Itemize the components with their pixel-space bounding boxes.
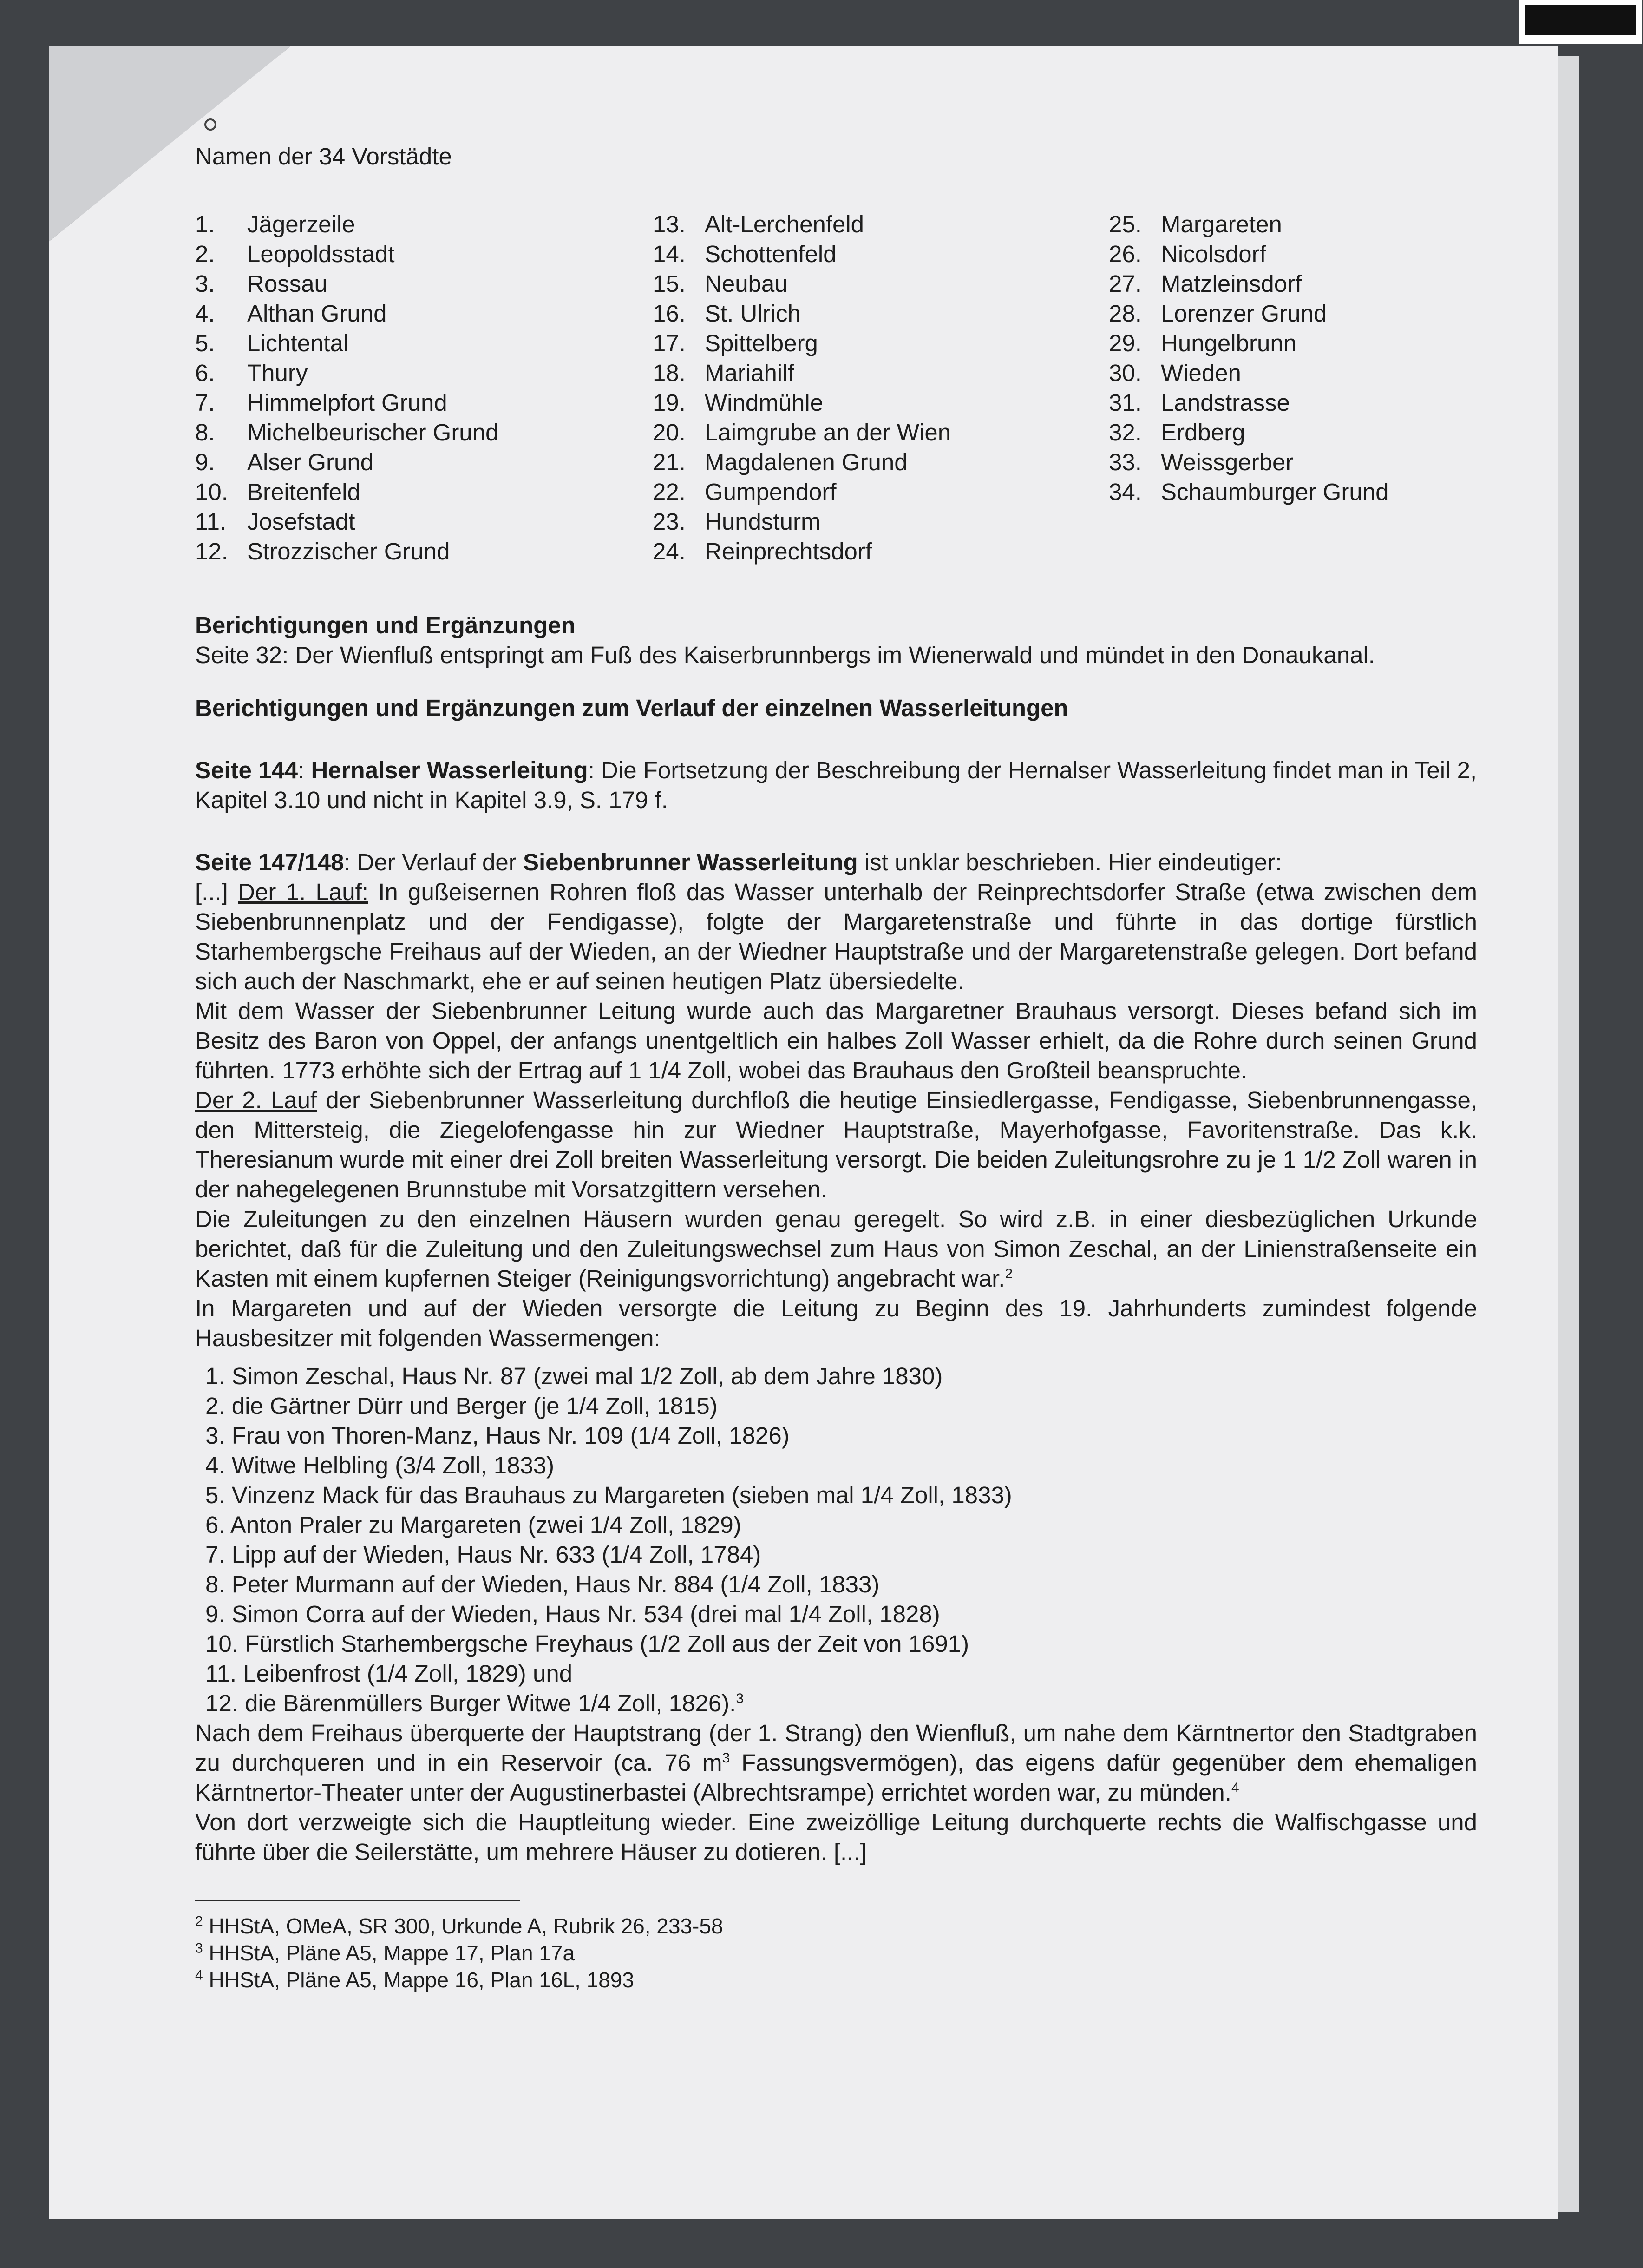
list-item: 3. Rossau [195, 270, 327, 297]
list-item: 34. Schaumburger Grund [1109, 479, 1389, 505]
footnote-ref-3: 3 [736, 1691, 744, 1706]
zuleitungen-paragraph: Die Zuleitungen zu den einzelnen Häusern wurden genau geregelt. So wird z.B. in einer diesbezüglichen Urkunde berichtet, daß für die Zuleitung und den Zuleitungswechsel zum Haus von Simon Zeschal, an der Linienstraßenseite ein Kasten mit einem kupfernen Steiger (Reinigungsvorrichtung) angebracht war.$^2$ [195, 1206, 1477, 1292]
list-item: 29. Hungelbrunn [1109, 330, 1297, 356]
brauhaus-paragraph: Mit dem Wasser der Siebenbrunner Leitung wurde auch das Margaretner Brauhaus versorgt. Dieses befand sich im Besitz des Baron von Oppel, der anfangs unentgeltlich ein halbes Zoll Wasser erhielt, da die Rohre durch seinen Grund führten. 1773 erhöhte sich der Ertrag auf 1 1/4 Zoll, wobei das Brauhaus den Großteil beanspruchte. [195, 998, 1477, 1084]
list-item: 21. Magdalenen Grund [653, 449, 908, 475]
list-item: 31. Landstrasse [1109, 389, 1290, 416]
list-item: 9. Simon Corra auf der Wieden, Haus Nr. 534 (drei mal 1/4 Zoll, 1828) [205, 1601, 940, 1627]
list-item: 12. Strozzischer Grund [195, 538, 450, 565]
list-item: 2. die Gärtner Dürr und Berger (je 1/4 Zoll, 1815) [205, 1393, 718, 1419]
list-item: 18. Mariahilf [653, 360, 794, 386]
vorstaedte-list [195, 210, 1477, 566]
freihaus-paragraph: Nach dem Freihaus überquerte der Hauptstrang (der 1. Strang) den Wienfluß, um nahe dem Kärntnertor den Stadtgraben zu durchqueren und in ein Reservoir (ca. 76 $m^3$ Fassungsvermögen), das eigens dafür gegenüber dem ehemaligen Kärntnertor-Theater unter der Augustinerbastei (Albrechtsrampe) errichtet worden war, zu münden.$^4$ [195, 1720, 1477, 1806]
list-item: 30. Wieden [1109, 360, 1241, 386]
list-item: 7. Himmelpfort Grund [195, 389, 447, 416]
list-item: 10. Breitenfeld [195, 479, 360, 505]
list-item: 6. Anton Praler zu Margareten (zwei 1/4 Zoll, 1829) [205, 1512, 741, 1538]
list-item: 12. die Bärenmüllers Burger Witwe 1/4 Zoll, 1826).$^3$ [205, 1690, 744, 1716]
vorstaedte-column-3 [1109, 210, 1471, 566]
berichtigungen-text: Seite 32: Der Wienfluß entspringt am Fuß des Kaiserbrunnbergs im Wienerwald und mündet in den Donaukanal. [195, 642, 1375, 668]
verlauf-heading: Berichtigungen und Ergänzungen zum Verlauf der einzelnen Wasserleitungen [195, 695, 1068, 721]
list-item: 2. Leopoldsstadt [195, 241, 395, 267]
footnote-ref-2: 2 [1005, 1266, 1013, 1282]
list-item: 5. Lichtental [195, 330, 349, 356]
list-item: 11. Josefstadt [195, 508, 355, 535]
lauf-2-paragraph: Der 2. Lauf der Siebenbrunner Wasserleitung durchfloß die heutige Einsiedlergasse, Fendigasse, Siebenbrunnengasse, den Mittersteig, die Ziegelofengasse hin zur Wiedner Hauptstraße, Mayerhofgasse, Favoritenstraße. Das k.k. Theresianum wurde mit einer drei Zoll breiten Wasserleitung versorgt. Die beiden Zuleitungsrohre zu je 1 1/2 Zoll waren in der nahegelegenen Brunnstube mit Vorsatzgittern versehen. [195, 1087, 1477, 1203]
list-item: 19. Windmühle [653, 389, 824, 416]
list-item: 28. Lorenzer Grund [1109, 300, 1327, 327]
footnote-4: $^4$ HHStA, Pläne A5, Mappe 16, Plan 16L, 1893 [195, 1967, 634, 1992]
seite-147-paragraph: Seite 147/148: Der Verlauf der Siebenbrunner Wasserleitung ist unklar beschrieben. Hier eindeutiger: [195, 849, 1282, 875]
footnotes [195, 1913, 1477, 1993]
list-item: 14. Schottenfeld [653, 241, 837, 267]
list-item: 23. Hundsturm [653, 508, 821, 535]
list-item: 3. Frau von Thoren-Manz, Haus Nr. 109 (1/4 Zoll, 1826) [205, 1422, 790, 1449]
list-item: 32. Erdberg [1109, 419, 1245, 446]
list-item: 16. St. Ulrich [653, 300, 801, 327]
list-item: 15. Neubau [653, 270, 788, 297]
lauf-1-paragraph: [...] Der 1. Lauf: In gußeisernen Rohren floß das Wasser unterhalb der Reinprechtsdorfer Straße (etwa zwischen dem Siebenbrunnenplatz und der Fendigasse), folgte der Margaretenstraße und führte in das dortige fürstlich Starhembergsche Freihaus auf der Wieden, an der Wiedner Hauptstraße und der Margaretenstraße gelegen. Dort befand sich auch der Naschmarkt, ehe er auf seinen heutigen Platz übersiedelte. [195, 879, 1477, 994]
list-item: 26. Nicolsdorf [1109, 241, 1266, 267]
margareten-paragraph: In Margareten und auf der Wieden versorgte die Leitung zu Beginn des 19. Jahrhunderts zumindest folgende Hausbesitzer mit folgenden Wassermengen: [195, 1295, 1477, 1351]
cubic-exponent: 3 [722, 1750, 730, 1766]
staple-mark [204, 118, 216, 131]
list-item: 24. Reinprechtsdorf [653, 538, 872, 565]
lauf-2-label: Der 2. Lauf [195, 1087, 317, 1113]
seite-144-paragraph: Seite 144: Hernalser Wasserleitung: Die Fortsetzung der Beschreibung der Hernalser Wasserleitung findet man in Teil 2, Kapitel 3.10 und nicht in Kapitel 3.9, S. 179 f. [195, 757, 1477, 813]
list-item: 8. Michelbeurischer Grund [195, 419, 499, 446]
seite-144-label: Seite 144 [195, 757, 298, 783]
siebenbrunner-title: Siebenbrunner Wasserleitung [523, 849, 858, 875]
list-item: 22. Gumpendorf [653, 479, 837, 505]
footnote-3: $^3$ HHStA, Pläne A5, Mappe 17, Plan 17a [195, 1940, 575, 1965]
vorstaedte-column-2 [653, 210, 1109, 566]
list-item: 7. Lipp auf der Wieden, Haus Nr. 633 (1/4 Zoll, 1784) [205, 1541, 761, 1568]
hernalser-title: Hernalser Wasserleitung [311, 757, 588, 783]
list-item: 11. Leibenfrost (1/4 Zoll, 1829) und [205, 1660, 573, 1687]
list-item: 4. Witwe Helbling (3/4 Zoll, 1833) [205, 1452, 555, 1479]
list-item: 10. Fürstlich Starhembergsche Freyhaus (1/2 Zoll aus der Zeit von 1691) [205, 1630, 969, 1657]
list-item: 5. Vinzenz Mack für das Brauhaus zu Margareten (sieben mal 1/4 Zoll, 1833) [205, 1482, 1012, 1508]
list-item: 27. Matzleinsdorf [1109, 270, 1302, 297]
list-item: 1. Jägerzeile [195, 211, 355, 237]
berichtigungen-heading: Berichtigungen und Ergänzungen [195, 612, 576, 638]
list-item: 20. Laimgrube an der Wien [653, 419, 951, 446]
color-scale-strip [1519, 0, 1642, 44]
vorstaedte-heading: Namen der 34 Vorstädte [195, 143, 452, 170]
vorstaedte-column-1 [195, 210, 653, 566]
document-content [195, 142, 1477, 1993]
list-item: 25. Margareten [1109, 211, 1282, 237]
list-item: 8. Peter Murmann auf der Wieden, Haus Nr. 884 (1/4 Zoll, 1833) [205, 1571, 880, 1597]
seite-147-label: Seite 147/148 [195, 849, 344, 875]
lauf-1-label: Der 1. Lauf: [238, 879, 368, 905]
footnote-ref-4: 4 [1231, 1780, 1239, 1795]
list-item: 33. Weissgerber [1109, 449, 1294, 475]
list-item: 17. Spittelberg [653, 330, 818, 356]
list-item: 4. Althan Grund [195, 300, 387, 327]
footnote-divider [195, 1900, 520, 1901]
hausbesitzer-list [195, 1361, 1477, 1718]
footnote-2: $^2$ HHStA, OMeA, SR 300, Urkunde A, Rubrik 26, 233-58 [195, 1913, 723, 1938]
list-item: 9. Alser Grund [195, 449, 374, 475]
list-item: 1. Simon Zeschal, Haus Nr. 87 (zwei mal 1/2 Zoll, ab dem Jahre 1830) [205, 1363, 943, 1389]
verzweigt-paragraph: Von dort verzweigte sich die Hauptleitung wieder. Eine zweizöllige Leitung durchquerte rechts die Walfischgasse und führte über die Seilerstätte, um mehrere Häuser zu dotieren. [...] [195, 1809, 1477, 1865]
list-item: 13. Alt-Lerchenfeld [653, 211, 864, 237]
list-item: 6. Thury [195, 360, 308, 386]
